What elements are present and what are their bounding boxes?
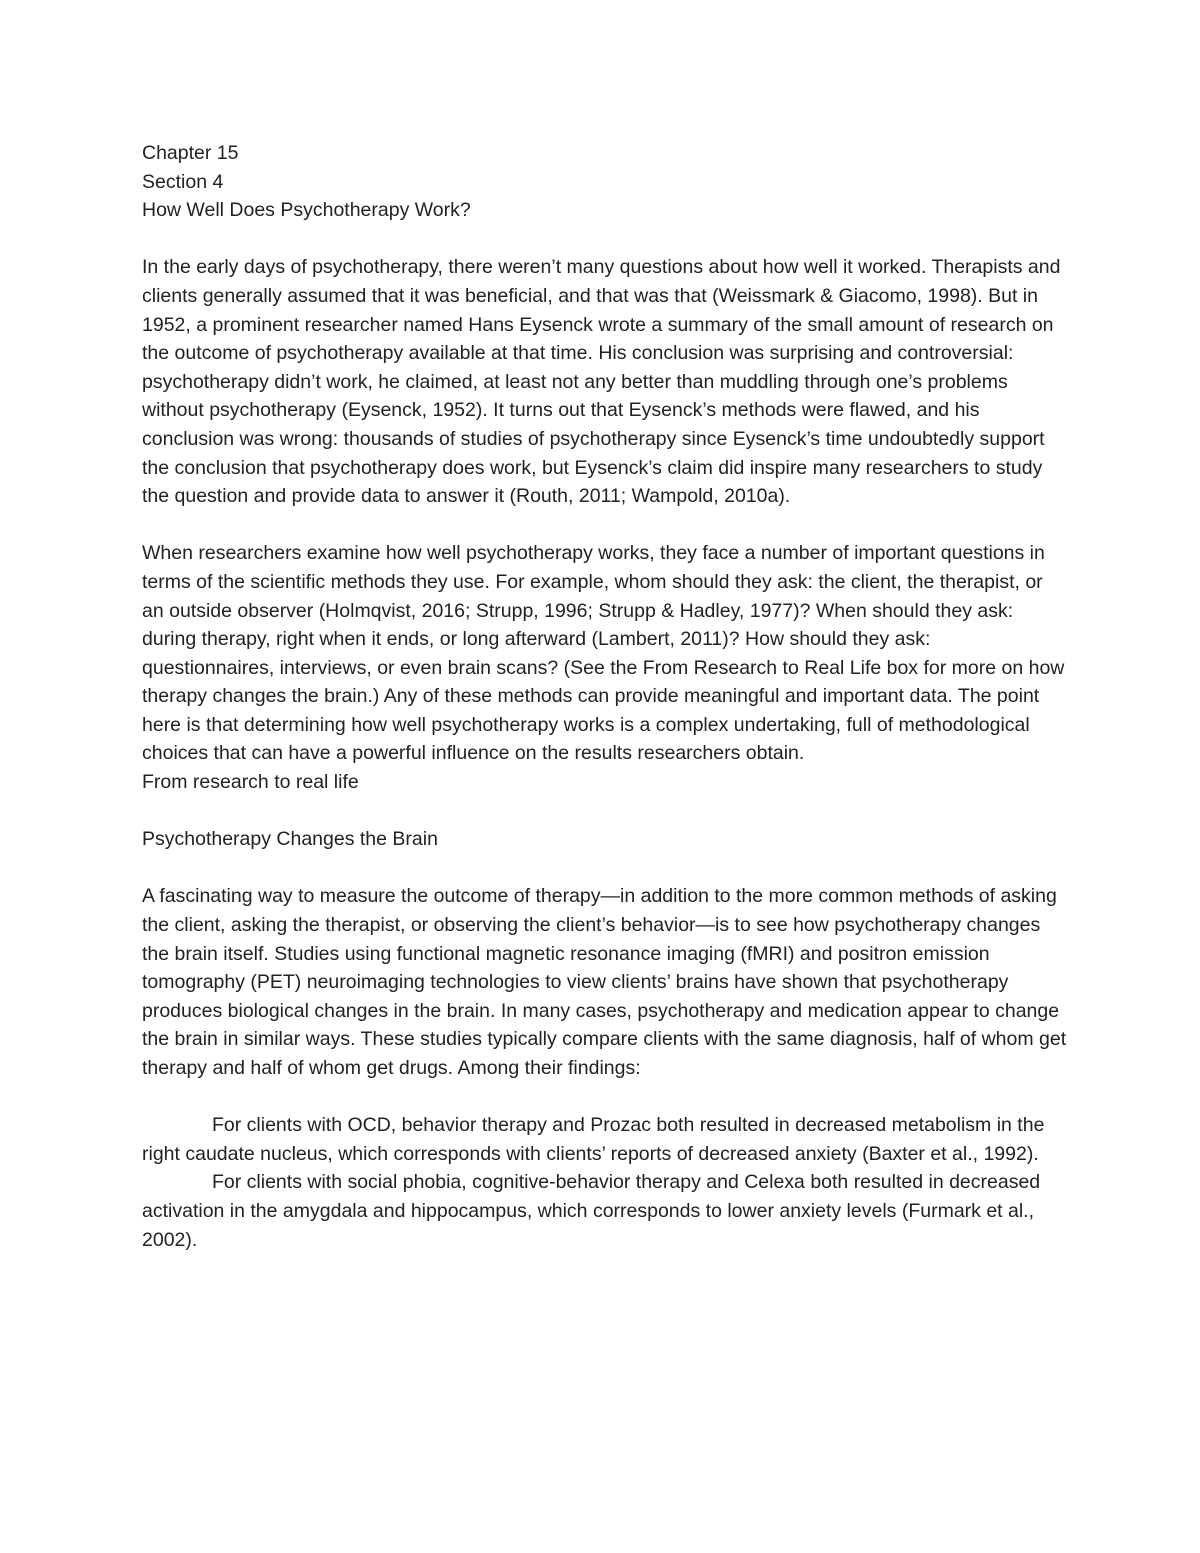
spacer xyxy=(142,797,1067,826)
paragraph-eysenck: In the early days of psychotherapy, there weren’t many questions about how well it worked. Therapists and clients generally assumed that it was beneficial, and that was that (Weissmark & Giacomo, 1998). But in 1952, a prominent researcher named Hans Eysenck wrote a summary of the small amount of research on the outcome of psychotherapy available at that time. His conclusion was surprising and controversial: psychotherapy didn’t work, he claimed, at least not any better than muddling through one’s problems without psychotherapy (Eysenck, 1952). It turns out that Eysenck’s methods were flawed, and his conclusion was wrong: thousands of studies of psychotherapy since Eysenck’s time undoubtedly support the conclusion that psychotherapy does work, but Eysenck’s claim did inspire many researchers to study the question and provide data to answer it (Routh, 2011; Wampold, 2010a). xyxy=(142,256,1061,508)
section-heading: Section 4 xyxy=(142,170,224,193)
box-label: From research to real life xyxy=(142,771,359,794)
finding-social-phobia: For clients with social phobia, cognitive-behavior therapy and Celexa both resulted in decreased activation in the amygdala and hippocampus, which corresponds to lower anxiety levels (Furmark et al., 2002). xyxy=(142,1171,1041,1251)
spacer xyxy=(142,511,1067,540)
spacer xyxy=(142,225,1067,254)
paragraph-methods: When researchers examine how well psychotherapy works, they face a number of important questions in terms of the scientific methods they use. For example, whom should they ask: the client, the therapist, or an outside observer (Holmqvist, 2016; Strupp, 1996; Strupp & Hadley, 1977)? When should they ask: during therapy, right when it ends, or long afterward (Lambert, 2011)? How should they ask: questionnaires, interviews, or even brain scans? (See the From Research to Real Life box for more on how therapy changes the brain.) Any of these methods can provide meaningful and important data. The point here is that determining how well psychotherapy works is a complex undertaking, full of methodological choices that can have a powerful influence on the results researchers obtain. xyxy=(142,542,1065,765)
spacer xyxy=(142,1083,1067,1112)
paragraph-brain: A fascinating way to measure the outcome of therapy—in addition to the more common methods of asking the client, asking the therapist, or observing the client’s behavior—is to see how psychotherapy changes the brain itself. Studies using functional magnetic resonance imaging (fMRI) and positron emission tomography (PET) neuroimaging technologies to view clients’ brains have shown that psychotherapy produces biological changes in the brain. In many cases, psychotherapy and medication appear to change the brain in similar ways. These studies typically compare clients with the same diagnosis, half of whom get therapy and half of whom get drugs. Among their findings: xyxy=(142,885,1067,1079)
chapter-heading: Chapter 15 xyxy=(142,142,239,164)
box-title: Psychotherapy Changes the Brain xyxy=(142,828,438,851)
finding-ocd: For clients with OCD, behavior therapy and Prozac both resulted in decreased metabolism in the right caudate nucleus, which corresponds with clients’ reports of decreased anxiety (Baxter et al., 1992). xyxy=(142,1114,1045,1165)
section-title: How Well Does Psychotherapy Work? xyxy=(142,199,471,222)
spacer xyxy=(142,854,1067,883)
document-page xyxy=(142,139,1067,1254)
